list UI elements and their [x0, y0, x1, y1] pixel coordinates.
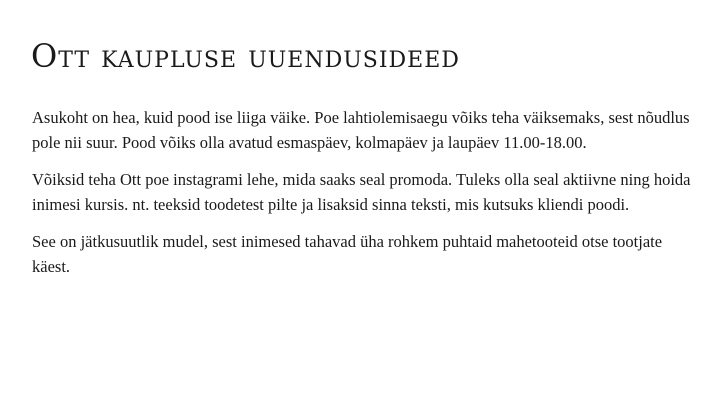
paragraph-location-hours: Asukoht on hea, kuid pood ise liiga väike. Poe lahtiolemisaegu võiks teha väiksemaks, sest nõudlus pole nii suur. Pood võiks olla avatud esmaspäev, kolmapäev ja laupäev 11.00-18.00. [32, 108, 690, 152]
slide-body [32, 105, 692, 291]
paragraph-instagram: Võiksid teha Ott poe instagrami lehe, mida saaks seal promoda. Tuleks olla seal aktiivne ning hoida inimesi kursis. nt. teeksid toodetest pilte ja lisaksid sinna teksti, mis kutsuks kliendi poodi. [32, 170, 691, 214]
slide-title: Ott kaupluse uuendusideed [31, 37, 460, 75]
paragraph-sustainability: See on jätkusuutlik mudel, sest inimesed tahavad üha rohkem puhtaid mahetooteid otse tootjate käest. [32, 232, 663, 276]
